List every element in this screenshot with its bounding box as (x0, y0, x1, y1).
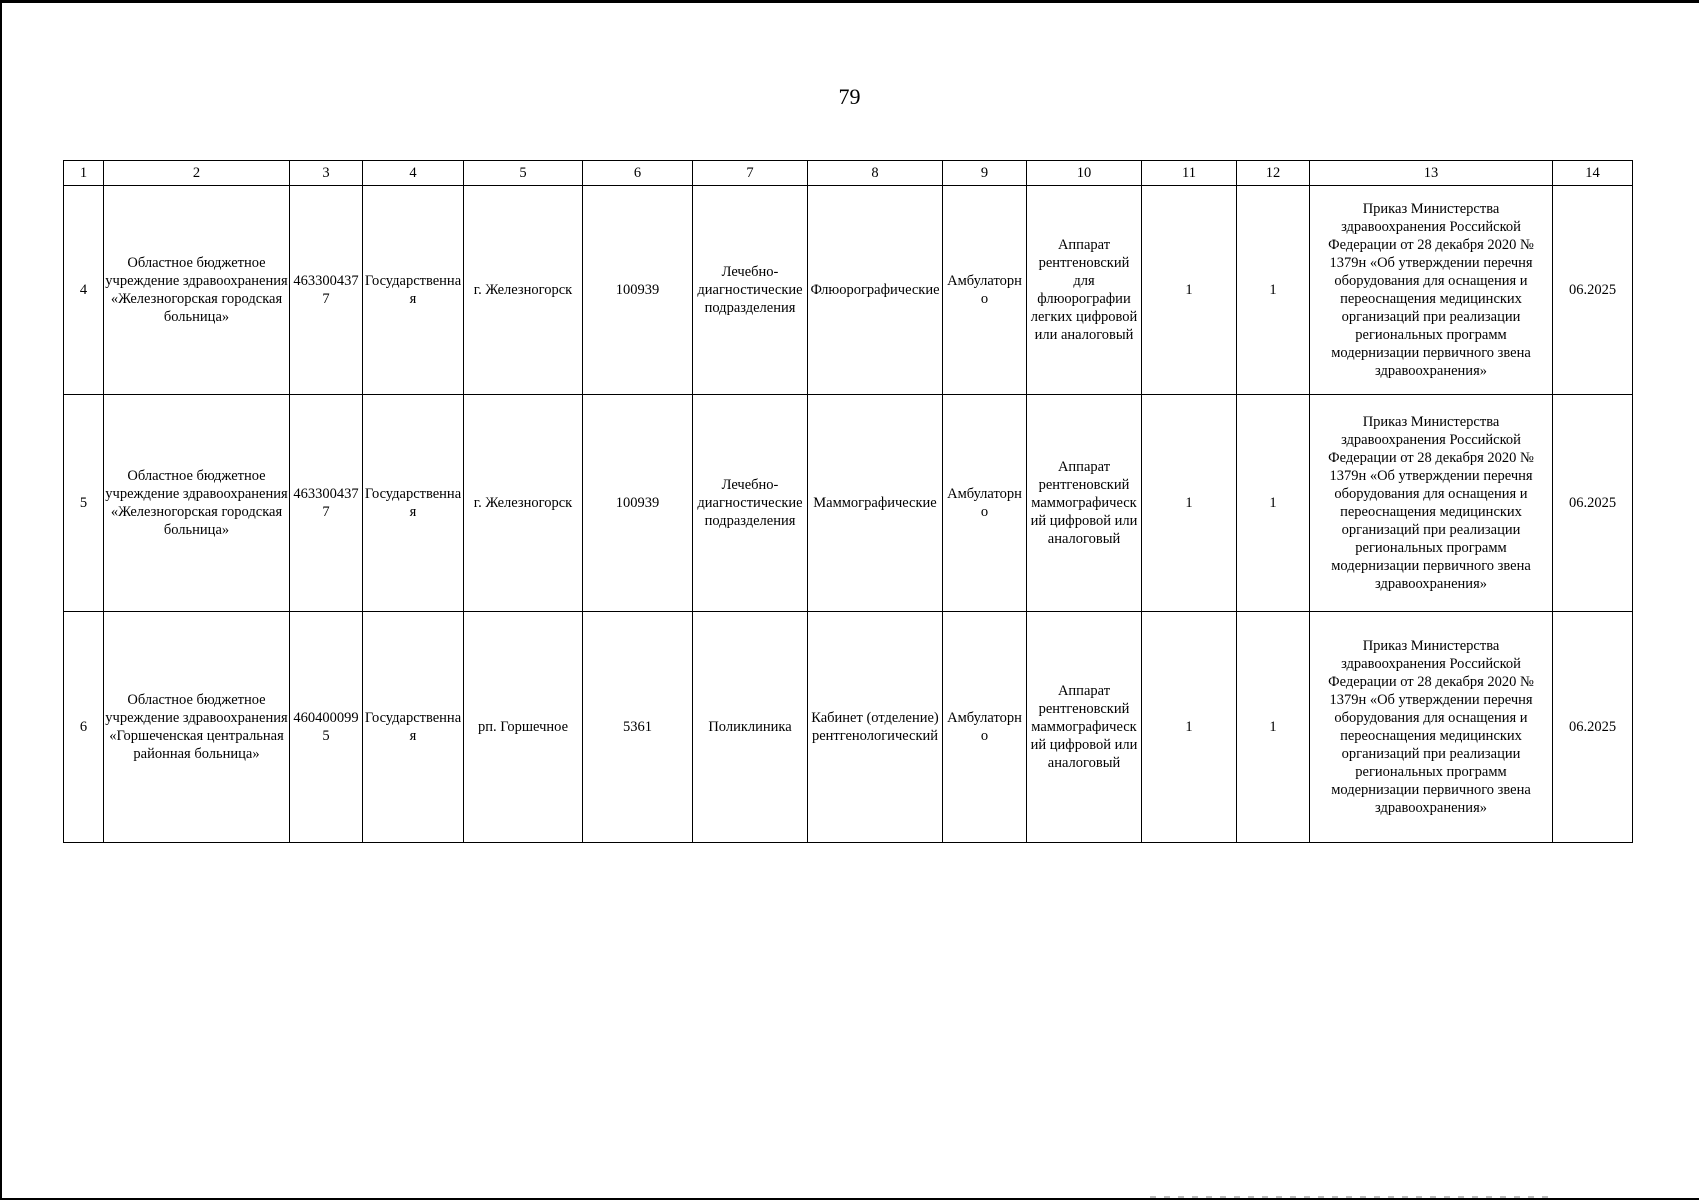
equipment-name: Аппарат рентгеновский маммографический цифровой или аналоговый (1027, 612, 1142, 843)
locality: г. Железногорск (464, 395, 583, 612)
unit-type: Поликлиника (693, 612, 808, 843)
locality: рп. Горшечное (464, 612, 583, 843)
row-number: 5 (64, 395, 104, 612)
column-header: 8 (808, 161, 943, 186)
header-row (64, 161, 1633, 186)
legal-basis: Приказ Министерства здравоохранения Российской Федерации от 28 декабря 2020 № 1379н «Об утверждении перечня оборудования для оснащения и переоснащения медицинских организаций при реализации региональных программ модернизации первичного звена здравоохранения» (1310, 186, 1553, 395)
population: 100939 (583, 395, 693, 612)
organization-name: Областное бюджетное учреждение здравоохранения «Железногорская городская больница» (104, 395, 290, 612)
organization-code: 4604000995 (290, 612, 363, 843)
column-header: 6 (583, 161, 693, 186)
subunit-type: Кабинет (отделение) рентгенологический (808, 612, 943, 843)
column-header: 12 (1237, 161, 1310, 186)
table-row (64, 395, 1633, 612)
table-row (64, 612, 1633, 843)
subunit-type: Маммографические (808, 395, 943, 612)
column-header: 3 (290, 161, 363, 186)
subunit-type: Флюорографические (808, 186, 943, 395)
quantity-12: 1 (1237, 612, 1310, 843)
population: 100939 (583, 186, 693, 395)
row-number: 4 (64, 186, 104, 395)
quantity-12: 1 (1237, 395, 1310, 612)
ownership-form: Государственная (363, 612, 464, 843)
column-header: 1 (64, 161, 104, 186)
row-number: 6 (64, 612, 104, 843)
scan-artifact (1150, 1196, 1550, 1198)
ownership-form: Государственная (363, 395, 464, 612)
page-number: 79 (838, 84, 861, 109)
care-form: Амбулаторно (943, 612, 1027, 843)
locality: г. Железногорск (464, 186, 583, 395)
care-form: Амбулаторно (943, 186, 1027, 395)
equipment-name: Аппарат рентгеновский маммографический цифровой или аналоговый (1027, 395, 1142, 612)
column-header: 2 (104, 161, 290, 186)
organization-code: 4633004377 (290, 186, 363, 395)
population: 5361 (583, 612, 693, 843)
quantity-12: 1 (1237, 186, 1310, 395)
equipment-name: Аппарат рентгеновский для флюорографии легких цифровой или аналоговый (1027, 186, 1142, 395)
organization-name: Областное бюджетное учреждение здравоохранения «Железногорская городская больница» (104, 186, 290, 395)
due-date: 06.2025 (1553, 186, 1633, 395)
column-header: 10 (1027, 161, 1142, 186)
due-date: 06.2025 (1553, 395, 1633, 612)
quantity-11: 1 (1142, 186, 1237, 395)
unit-type: Лечебно-диагностические подразделения (693, 395, 808, 612)
column-header: 4 (363, 161, 464, 186)
registry-table (63, 160, 1633, 843)
organization-code: 4633004377 (290, 395, 363, 612)
care-form: Амбулаторно (943, 395, 1027, 612)
column-header: 14 (1553, 161, 1633, 186)
organization-name: Областное бюджетное учреждение здравоохранения «Горшеченская центральная районная больница» (104, 612, 290, 843)
ownership-form: Государственная (363, 186, 464, 395)
column-header: 5 (464, 161, 583, 186)
legal-basis: Приказ Министерства здравоохранения Российской Федерации от 28 декабря 2020 № 1379н «Об утверждении перечня оборудования для оснащения и переоснащения медицинских организаций при реализации региональных программ модернизации первичного звена здравоохранения» (1310, 612, 1553, 843)
unit-type: Лечебно-диагностические подразделения (693, 186, 808, 395)
due-date: 06.2025 (1553, 612, 1633, 843)
column-header: 7 (693, 161, 808, 186)
column-header: 13 (1310, 161, 1553, 186)
column-header: 9 (943, 161, 1027, 186)
column-header: 11 (1142, 161, 1237, 186)
quantity-11: 1 (1142, 612, 1237, 843)
quantity-11: 1 (1142, 395, 1237, 612)
legal-basis: Приказ Министерства здравоохранения Российской Федерации от 28 декабря 2020 № 1379н «Об утверждении перечня оборудования для оснащения и переоснащения медицинских организаций при реализации региональных программ модернизации первичного звена здравоохранения» (1310, 395, 1553, 612)
table-row (64, 186, 1633, 395)
